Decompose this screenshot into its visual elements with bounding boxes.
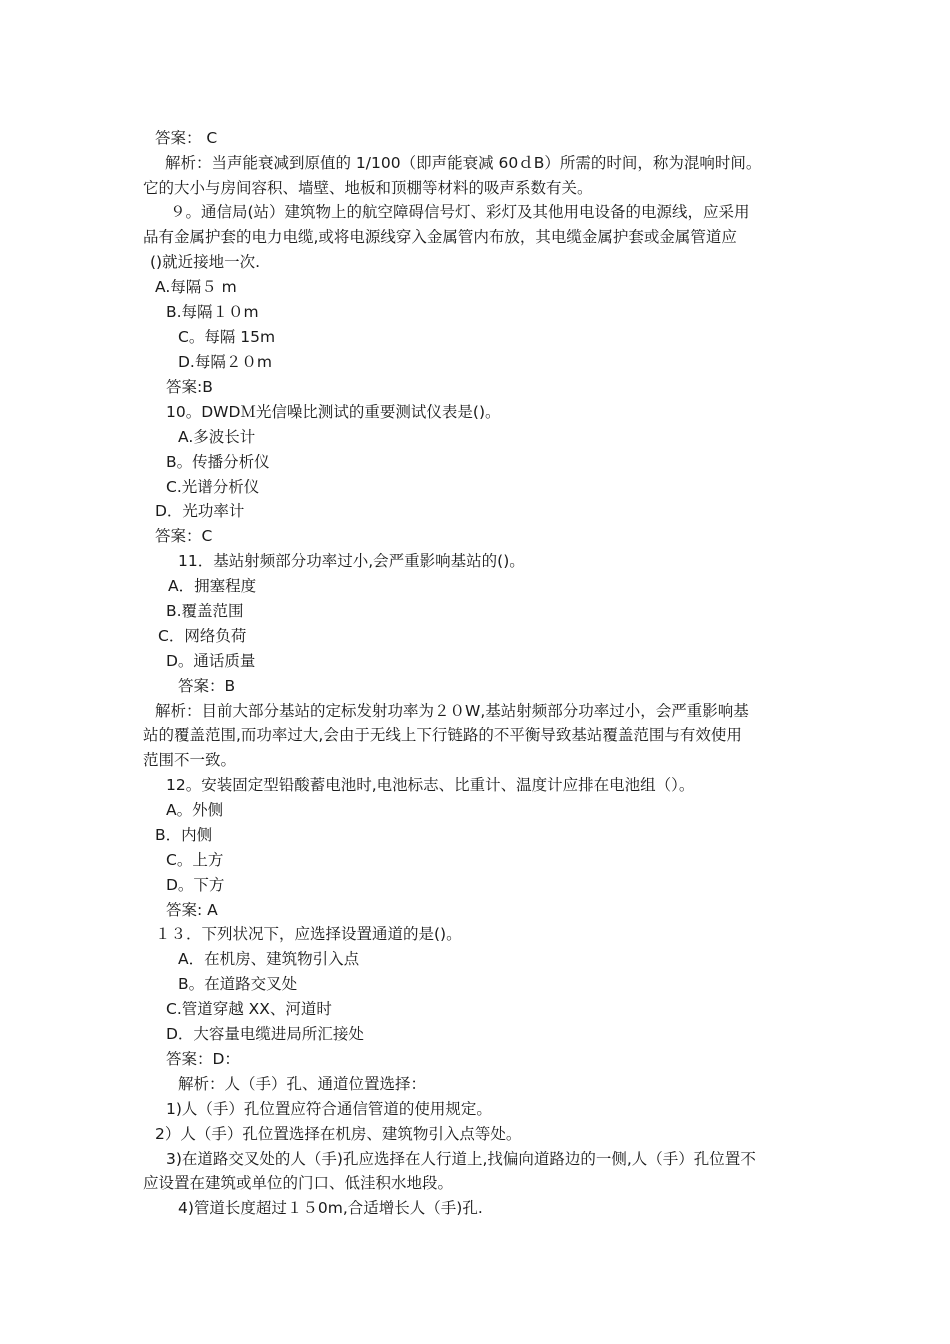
question-9-line3: ()就近接地一次. <box>150 253 261 271</box>
analysis-q13-item2: 2）人（手）孔位置选择在机房、建筑物引入点等处。 <box>155 1125 522 1143</box>
q9-option-b: B.每隔１０m <box>166 303 259 321</box>
q10-option-d: D．光功率计 <box>155 502 245 520</box>
analysis-q11-line1: 解析：目前大部分基站的定标发射功率为２０W,基站射频部分功率过小，会严重影响基 <box>155 702 749 720</box>
answer-q12: 答案: A <box>166 901 218 919</box>
q10-option-b: B。传播分析仪 <box>166 453 270 471</box>
analysis-q13-item4: 4)管道长度超过１５0m,合适增长人（手)孔. <box>178 1199 483 1217</box>
analysis-q11-line3: 范围不一致。 <box>143 751 237 769</box>
q13-option-b: B。在道路交叉处 <box>178 975 298 993</box>
q10-option-c: C.光谱分析仪 <box>166 478 260 496</box>
q9-option-c: C。每隔 15m <box>178 328 276 346</box>
answer-q11: 答案：B <box>178 677 236 695</box>
question-9-line1: ９。通信局(站）建筑物上的航空障碍信号灯、彩灯及其他用电设备的电源线，应采用 <box>170 203 750 221</box>
q13-option-a: A．在机房、建筑物引入点 <box>178 950 360 968</box>
question-13: １３．下列状况下，应选择设置通道的是()。 <box>155 925 462 943</box>
q11-option-a: A．拥塞程度 <box>168 577 257 595</box>
analysis-q13-item3-line2: 应设置在建筑或单位的门口、低洼积水地段。 <box>143 1174 454 1192</box>
analysis-q8-line1: 解析：当声能衰减到原值的 1/100（即声能衰减 60ｄB）所需的时间，称为混响时间。 <box>165 154 762 172</box>
question-10: 10。DWDＭ光信噪比测试的重要测试仪表是()。 <box>166 403 501 421</box>
analysis-q11-line2: 站的覆盖范围,而功率过大,会由于无线上下行链路的不平衡导致基站覆盖范围与有效使用 <box>143 726 742 744</box>
q12-option-c: C。上方 <box>166 851 224 869</box>
q11-option-c: C．网络负荷 <box>158 627 247 645</box>
question-9-line2: 品有金属护套的电力电缆,或将电源线穿入金属管内布放，其电缆金属护套或金属管道应 <box>143 228 737 246</box>
q11-option-d: D。通话质量 <box>166 652 256 670</box>
q12-option-d: D。下方 <box>166 876 225 894</box>
analysis-q13-heading: 解析：人（手）孔、通道位置选择： <box>178 1075 427 1093</box>
q9-option-a: A.每隔５ m <box>155 278 237 296</box>
analysis-q8-line2: 它的大小与房间容积、墙壁、地板和顶棚等材料的吸声系数有关。 <box>143 179 593 197</box>
q9-option-d: D.每隔２０m <box>178 353 272 371</box>
q10-option-a: A.多波长计 <box>178 428 256 446</box>
analysis-q13-item3-line1: 3)在道路交叉处的人（手)孔应选择在人行道上,找偏向道路边的一侧,人（手）孔位置不 <box>166 1150 756 1168</box>
q13-option-d: D．大容量电缆进局所汇接处 <box>166 1025 364 1043</box>
answer-q9: 答案:B <box>166 378 213 396</box>
q12-option-a: A。外侧 <box>166 801 224 819</box>
question-12: 12。安装固定型铅酸蓄电池时,电池标志、比重计、温度计应排在电池组（）。 <box>166 776 695 794</box>
question-11: 11．基站射频部分功率过小,会严重影响基站的()。 <box>178 552 525 570</box>
analysis-q13-item1: 1)人（手）孔位置应符合通信管道的使用规定。 <box>166 1100 492 1118</box>
q13-option-c: C.管道穿越 XX、河道时 <box>166 1000 332 1018</box>
q11-option-b: B.覆盖范围 <box>166 602 244 620</box>
answer-q8: 答案： C <box>155 129 218 147</box>
q12-option-b: B．内侧 <box>155 826 213 844</box>
answer-q13: 答案：D： <box>166 1050 240 1068</box>
answer-q10: 答案：C <box>155 527 213 545</box>
